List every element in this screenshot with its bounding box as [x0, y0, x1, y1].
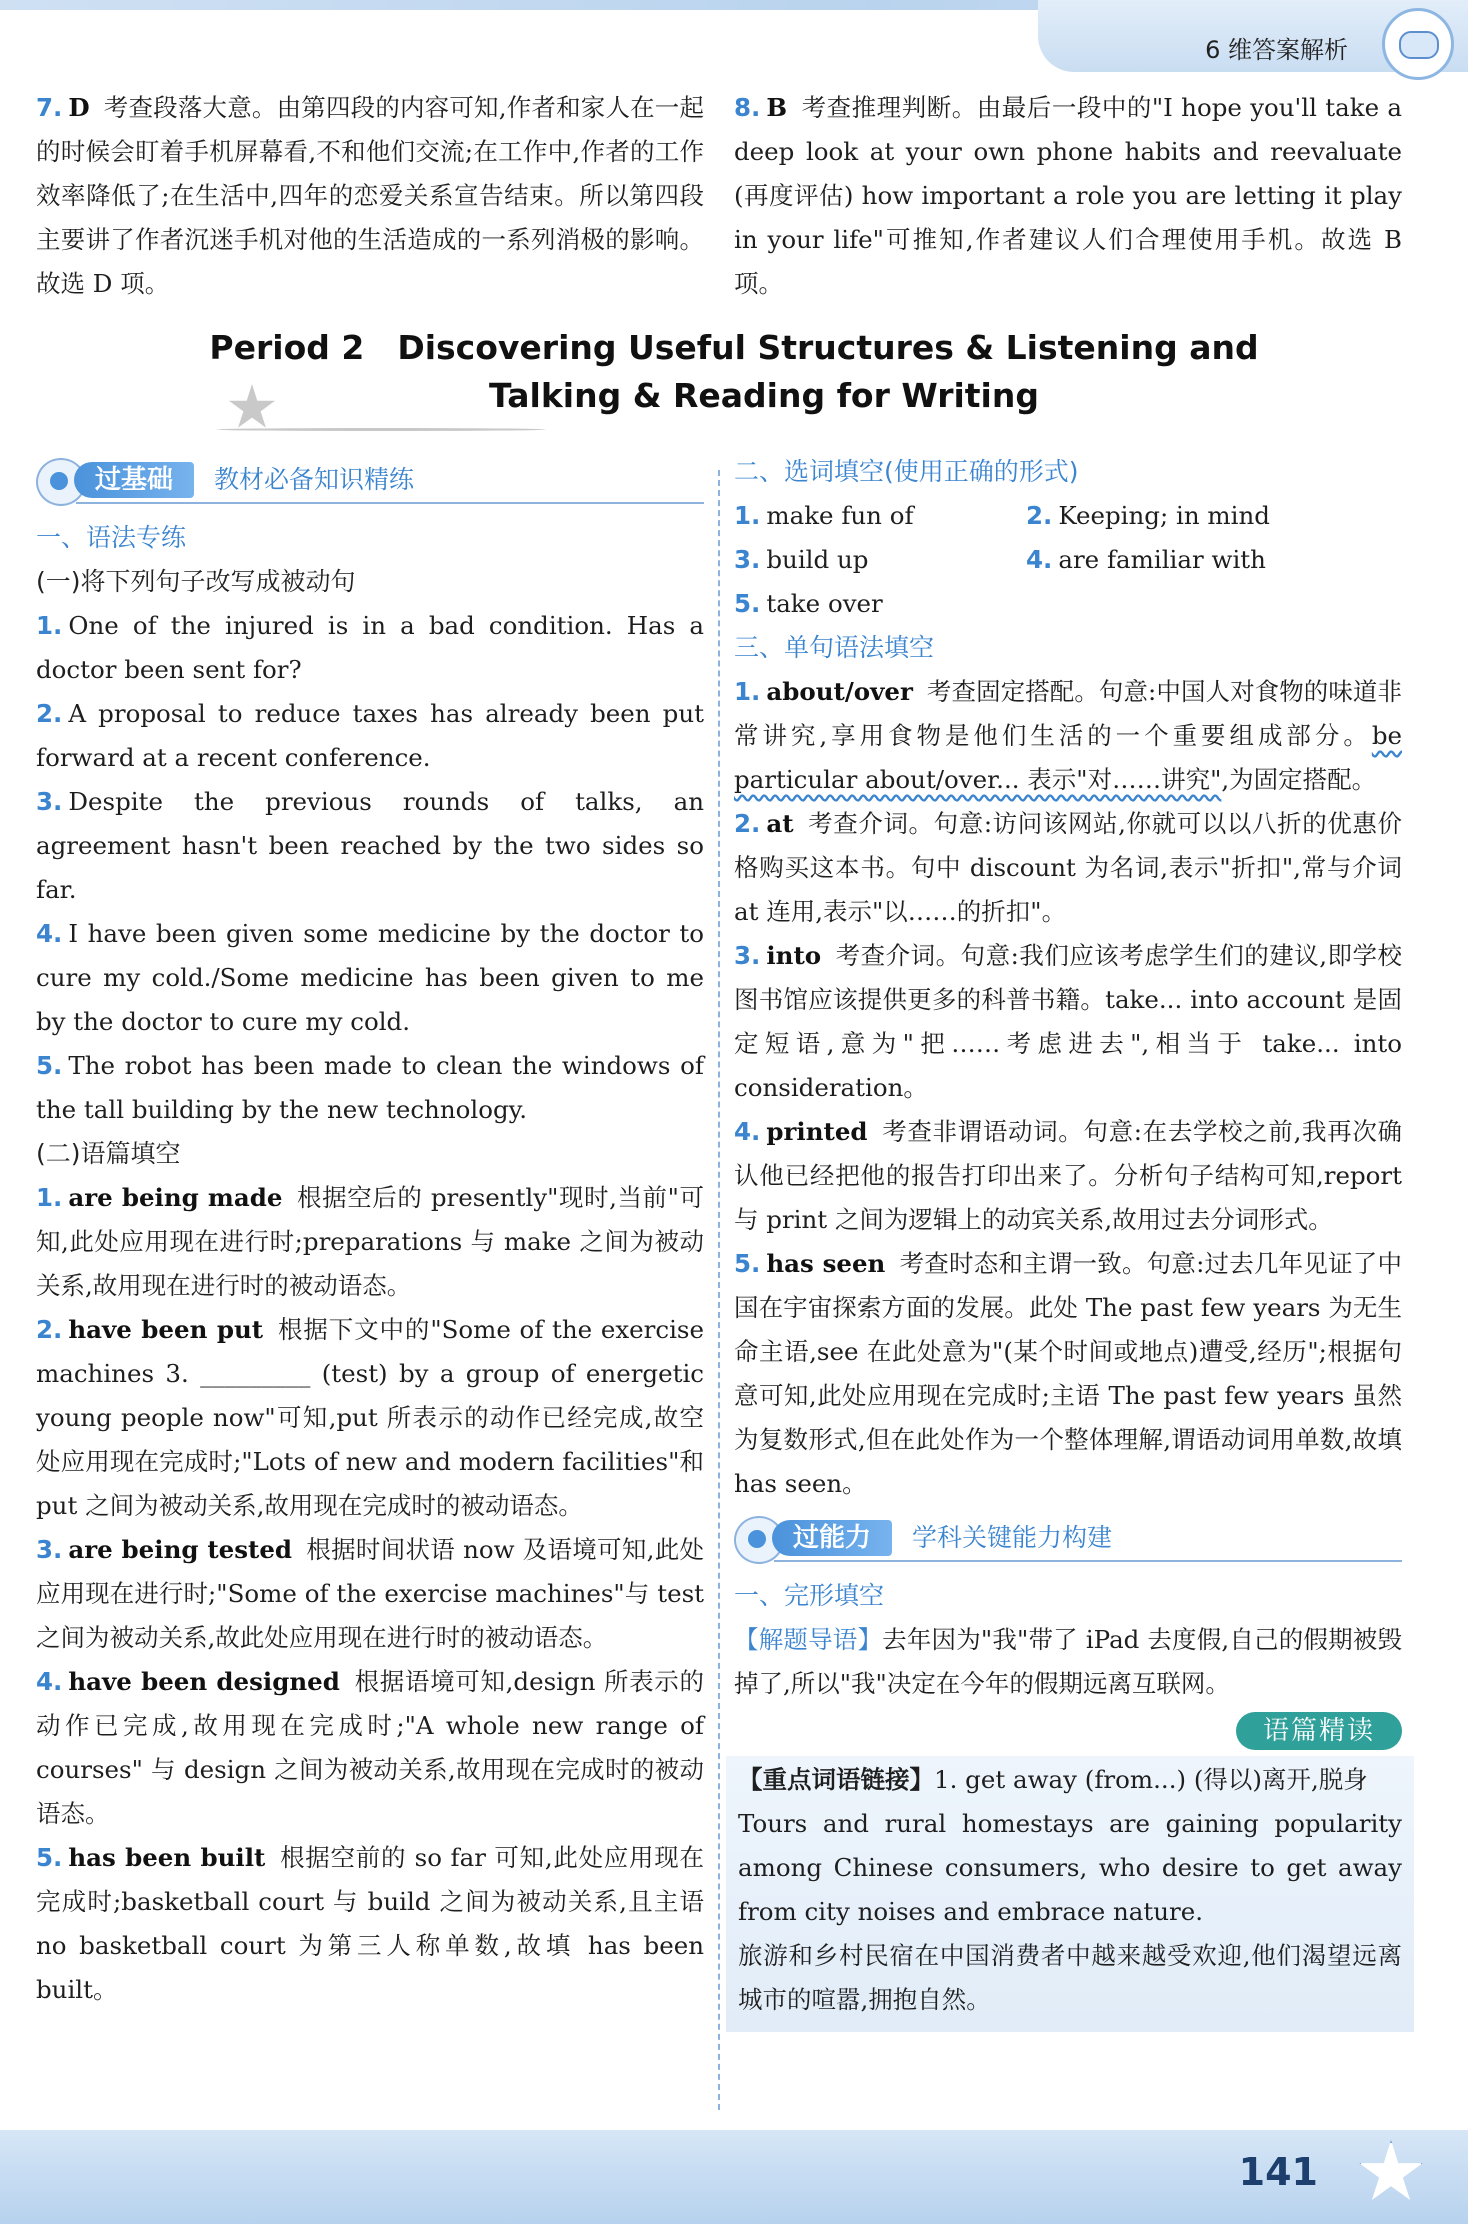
item-text: 考查介词。句意:访问该网站,你就可以以八折的优惠价格购买这本书。句中 discount 为名词,表示"折扣",常与介词 at 连用,表示"以……的折扣"。 — [734, 809, 1402, 926]
item-number: 2. — [1026, 501, 1053, 530]
list-item — [36, 1660, 704, 1836]
answer-key: has seen — [766, 1249, 886, 1278]
top-left-column — [36, 86, 704, 306]
mascot-icon — [1382, 8, 1454, 80]
basic-section-banner — [36, 458, 704, 504]
mascot-star-icon — [1358, 2140, 1424, 2206]
answer-item-7 — [36, 86, 704, 306]
column-divider — [718, 470, 720, 2110]
answer-key: are being tested — [68, 1535, 293, 1564]
item-text: 考查介词。句意:我们应该考虑学生们的建议,即学校图书馆应该提供更多的科普书籍。take... into account 是固定短语,意为"把……考虑进去",相当于 take... into consideration。 — [734, 941, 1402, 1102]
item-number: 4. — [36, 919, 63, 948]
item-text: 根据语境可知,design 所表示的动作已完成,故用现在完成时;"A whole new range of courses" 与 design 之间为被动关系,故用现在完成时的被动语态。 — [36, 1667, 704, 1828]
item-text: 根据下文中的"Some of the exercise machines 3. _________ (test) by a group of energetic young people now"可知,put 所表示的动作已经完成,故空处应用现在完成时;"Lots of new and modern facilities"和 put 之间为被动关系,故用现在完成时的被动语态。 — [36, 1315, 704, 1520]
item-number: 2. — [36, 699, 63, 728]
answer-key: are being made — [68, 1183, 283, 1212]
swoosh-decoration — [216, 428, 546, 431]
reading-badge: 语篇精读 — [1236, 1712, 1402, 1750]
part1-title: (一)将下列句子改写成被动句 — [36, 567, 356, 596]
item-number: 4. — [734, 1117, 761, 1146]
period-title-line-2: Talking & Reading for Writing — [489, 376, 1039, 415]
item-number: 3. — [734, 545, 761, 574]
item-text: Keeping; in mind — [1058, 501, 1270, 530]
list-item — [734, 1110, 1402, 1242]
list-item — [36, 1044, 704, 1132]
answer-key: printed — [766, 1117, 868, 1146]
list-item — [36, 1528, 704, 1660]
item-text: 考查时态和主谓一致。句意:过去几年见证了中国在宇宙探索方面的发展。此处 The past few years 为无生命主语,see 在此处意为"(某个时间或地点)遭受,经历";根据句意可知,此处应用现在完成时;主语 The past few years 虽然为复数形式,但在此处作为一个整体理解,谓语动词用单数,故填 has seen。 — [734, 1249, 1402, 1498]
wavy-underlined-text: be particular about/over... 表示"对……讲究" — [734, 721, 1402, 794]
item-number: 2. — [734, 809, 761, 838]
item-number: 8. — [734, 93, 761, 122]
choose-row — [734, 582, 1402, 626]
item-text: 根据空前的 so far 可知,此处应用现在完成时;basketball court 与 build 之间为被动关系,且主语 no basketball court 为第三人称单数,故填 has been built。 — [36, 1843, 704, 2004]
answer-key: B — [766, 93, 788, 122]
vocab-entry: 1. get away (from...) (得以)离开,脱身 — [934, 1765, 1368, 1794]
answer-key: has been built — [68, 1843, 266, 1872]
item-text: take over — [766, 589, 883, 618]
period-title-line-1: Period 2 Discovering Useful Structures & Listening and — [209, 328, 1259, 367]
part2-title: (二)语篇填空 — [36, 1139, 181, 1168]
item-text: I have been given some medicine by the doctor to cure my cold./Some medicine has been given to me by the doctor to cure my cold. — [36, 919, 704, 1036]
reading-badge-row — [734, 1706, 1402, 1756]
answer-item-8 — [734, 86, 1402, 306]
item-text: 考查非谓语动词。句意:在去学校之前,我再次确认他已经把他的报告打印出来了。分析句子结构可知,report 与 print 之间为逻辑上的动宾关系,故用过去分词形式。 — [734, 1117, 1402, 1234]
section-label: 6 维答案解析 — [1205, 36, 1348, 64]
item-number: 1. — [734, 501, 761, 530]
item-number: 4. — [36, 1667, 63, 1696]
banner-rule — [774, 1560, 1402, 1562]
list-item — [734, 802, 1402, 934]
item-text: One of the injured is in a bad condition. Has a doctor been sent for? — [36, 611, 704, 684]
answer-explanation: 考查推理判断。由最后一段中的"I hope you'll take a deep look at your own phone habits and reevaluate (再度评估) how important a role you are letting it play in your life"可推知,作者建议人们合理使用手机。故选 B 项。 — [734, 93, 1402, 298]
choose-row — [734, 538, 1402, 582]
item-number: 1. — [734, 677, 761, 706]
vocab-example-zh: 旅游和乡村民宿在中国消费者中越来越受欢迎,他们渴望远离城市的喧嚣,拥抱自然。 — [738, 1941, 1402, 2014]
item-text: 考查固定搭配。句意:中国人对食物的味道非常讲究,享用食物是他们生活的一个重要组成部分。 — [734, 677, 1402, 750]
footer-bar — [0, 2130, 1468, 2224]
item-number: 5. — [36, 1843, 63, 1872]
list-item — [734, 934, 1402, 1110]
list-item — [734, 1242, 1402, 1506]
answer-key: have been designed — [68, 1667, 340, 1696]
section-tag: 过基础 — [74, 462, 194, 498]
item-number: 5. — [734, 589, 761, 618]
ability-section-banner — [734, 1516, 1402, 1562]
item-number: 3. — [734, 941, 761, 970]
list-item — [36, 1308, 704, 1528]
answer-key: at — [766, 809, 794, 838]
vocab-label: 【重点词语链接】 — [738, 1765, 934, 1794]
top-right-column — [734, 86, 1402, 306]
item-number: 5. — [734, 1249, 761, 1278]
banner-rule — [76, 502, 704, 504]
page-number: 141 — [1238, 2150, 1318, 2194]
list-item — [36, 604, 704, 692]
single-title: 三、单句语法填空 — [734, 633, 935, 662]
item-text: 根据时间状语 now 及语境可知,此处应用现在进行时;"Some of the exercise machines"与 test 之间为被动关系,故此处应用现在进行时的被动语态。 — [36, 1535, 704, 1652]
grammar-title: 一、语法专练 — [36, 523, 187, 552]
answer-key: have been put — [68, 1315, 264, 1344]
list-item — [36, 1836, 704, 2012]
item-text: The robot has been made to clean the windows of the tall building by the new technology. — [36, 1051, 704, 1124]
item-text: are familiar with — [1058, 545, 1266, 574]
section-tag: 过能力 — [772, 1520, 892, 1556]
item-text: make fun of — [766, 501, 914, 530]
item-text: Despite the previous rounds of talks, an agreement hasn't been reached by the two sides so far. — [36, 787, 704, 904]
list-item — [734, 670, 1402, 802]
item-number: 1. — [36, 611, 63, 640]
section-subtitle: 教材必备知识精练 — [214, 465, 415, 494]
item-number: 1. — [36, 1183, 63, 1212]
vocab-example-en: Tours and rural homestays are gaining popularity among Chinese consumers, who desire to get away from city noises and embrace nature. — [738, 1809, 1402, 1926]
item-number: 5. — [36, 1051, 63, 1080]
list-item — [36, 1176, 704, 1308]
item-number: 3. — [36, 787, 63, 816]
item-text: 根据空后的 presently"现时,当前"可知,此处应用现在进行时;preparations 与 make 之间为被动关系,故用现在进行时的被动语态。 — [36, 1183, 704, 1300]
answer-explanation: 考查段落大意。由第四段的内容可知,作者和家人在一起的时候会盯着手机屏幕看,不和他们交流;在工作中,作者的工作效率降低了;在生活中,四年的恋爱关系宣告结束。所以第四段主要讲了作者沉迷手机对他的生活造成的一系列消极的影响。故选 D 项。 — [36, 93, 704, 298]
choose-row — [734, 494, 1402, 538]
guide-text: 去年因为"我"带了 iPad 去度假,自己的假期被毁掉了,所以"我"决定在今年的假期远离互联网。 — [734, 1625, 1403, 1698]
list-item — [36, 912, 704, 1044]
section-subtitle: 学科关键能力构建 — [912, 1523, 1113, 1552]
left-column — [36, 458, 704, 2012]
period-heading — [0, 322, 1468, 442]
answer-key: D — [68, 93, 90, 122]
right-column — [734, 450, 1402, 2032]
item-number: 4. — [1026, 545, 1053, 574]
item-number: 7. — [36, 93, 63, 122]
item-number: 2. — [36, 1315, 63, 1344]
item-text: ,为固定搭配。 — [1221, 765, 1377, 794]
item-text: build up — [766, 545, 869, 574]
list-item — [36, 780, 704, 912]
vocab-box — [726, 1756, 1414, 2032]
vocab-heading — [738, 1758, 1402, 1802]
cloze-guide — [734, 1618, 1402, 1706]
item-number: 3. — [36, 1535, 63, 1564]
list-item — [36, 692, 704, 780]
answer-key: about/over — [766, 677, 913, 706]
item-text: A proposal to reduce taxes has already been put forward at a recent conference. — [36, 699, 704, 772]
guide-label: 【解题导语】 — [734, 1625, 883, 1654]
choose-title: 二、选词填空(使用正确的形式) — [734, 457, 1079, 486]
header-tab — [1038, 0, 1468, 72]
cloze-title: 一、完形填空 — [734, 1581, 885, 1610]
answer-key: into — [766, 941, 822, 970]
